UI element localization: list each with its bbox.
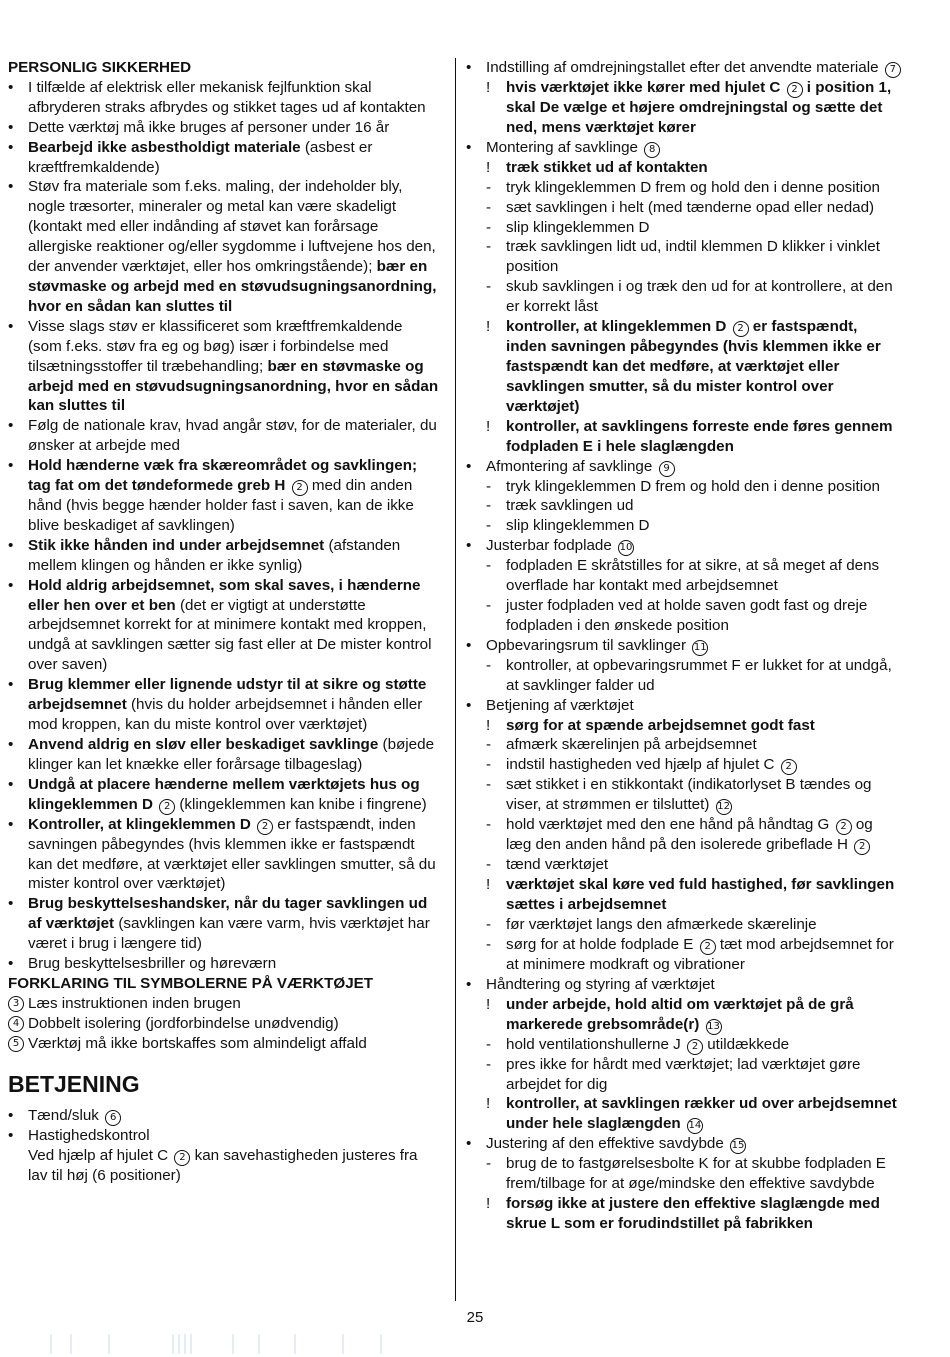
column-divider	[455, 58, 456, 1301]
figure-reference: 14	[687, 1118, 703, 1134]
list-marker: -	[486, 756, 492, 774]
warning-item	[466, 995, 902, 1035]
bold-text: værktøjet skal køre ved fuld hastighed, før savklingen sættes i arbejdsemnet	[506, 876, 895, 914]
print-mark	[178, 1334, 180, 1354]
figure-reference: 2	[174, 1150, 190, 1166]
list-item	[8, 576, 440, 676]
print-mark	[108, 1334, 110, 1354]
list-marker: -	[486, 278, 492, 296]
text: (hvis du holder arbejdsemnet i hånden eller mod kroppen, kan du miste kontrol over værktøjet)	[28, 696, 423, 733]
step-item	[466, 735, 902, 755]
step-item	[466, 237, 902, 277]
list-marker: •	[466, 457, 472, 475]
text: fodpladen E skråtstilles for at sikre, at så meget af dens overflade har kontakt med arbejdsemnet	[506, 557, 880, 595]
text: med din anden hånd (hvis begge hænder holder fast i saven, kan de ikke blive beskadiget af savklingen)	[28, 477, 414, 534]
text: (klingeklemmen kan knibe i fingrene)	[175, 795, 427, 813]
text: afmærk skærelinjen på arbejdsemnet	[506, 736, 757, 754]
text: kontroller, at opbevaringsrummet F er lukket for at undgå, at savklinger falder ud	[506, 656, 892, 694]
print-mark	[190, 1334, 192, 1354]
bold-text: under arbejde, hold altid om værktøjet på de grå markerede grebsområde(r)	[506, 995, 854, 1033]
text: sæt savklingen i helt (med tænderne opad eller nedad)	[506, 198, 875, 216]
figure-reference: 2	[257, 819, 273, 835]
figure-reference: 2	[854, 839, 870, 855]
figure-reference: 2	[687, 1039, 703, 1055]
page-number: 25	[466, 1309, 484, 1326]
list-marker: •	[466, 1135, 472, 1153]
list-marker: •	[8, 317, 14, 335]
list-marker: •	[8, 457, 14, 475]
figure-reference: 2	[836, 819, 852, 835]
bold-text: Undgå at placere hænderne mellem værktøjets hus og klingeklemmen D	[28, 775, 420, 813]
list-marker: -	[486, 1155, 492, 1173]
bold-text: bær en støvmaske og arbejd med en støvudsugningsanordning, hvor en sådan kan sluttes til	[28, 357, 439, 415]
bold-text: forsøg ikke at justere den effektive slaglængde med skrue L som er forudindstillet på fabrikken	[506, 1195, 880, 1233]
list-marker: •	[8, 78, 14, 96]
warning-item	[466, 158, 902, 178]
list-item	[8, 177, 440, 316]
instruction-list	[466, 58, 902, 1234]
figure-reference: 2	[292, 480, 308, 496]
list-item	[8, 1106, 440, 1126]
text: pres ikke for hårdt med værktøjet; lad værktøjet gøre arbejdet for dig	[506, 1055, 861, 1093]
list-marker: -	[486, 916, 492, 933]
text: (savklingen kan være varm, hvis værktøjet har været i brug i længere tid)	[28, 915, 430, 953]
figure-reference: 9	[659, 461, 675, 477]
figure-reference: 2	[159, 799, 175, 815]
list-item	[466, 696, 902, 716]
operation-list	[8, 1106, 440, 1146]
warning-item	[466, 78, 902, 138]
list-marker: -	[486, 1035, 492, 1053]
symbols-heading: FORKLARING TIL SYMBOLERNE PÅ VÆRKTØJET	[8, 974, 374, 992]
text: I tilfælde af elektrisk eller mekanisk fejlfunktion skal afbryderen straks afbrydes og stikket tages ud af kontakten	[28, 78, 426, 116]
print-mark	[294, 1334, 296, 1354]
list-item	[8, 894, 440, 954]
step-item	[466, 1035, 902, 1055]
list-marker: •	[466, 59, 472, 76]
text: Følg de nationale krav, hvad angår støv, for de materialer, du ønsker at arbejde med	[28, 417, 437, 455]
print-mark	[50, 1334, 52, 1354]
safety-list	[8, 78, 440, 974]
list-marker: •	[466, 696, 472, 714]
list-item	[8, 815, 440, 895]
step-item	[466, 815, 902, 855]
list-marker: -	[486, 935, 492, 953]
operation-heading: BETJENING	[8, 1070, 140, 1097]
text: utildækkede	[703, 1035, 790, 1053]
figure-reference: 12	[716, 799, 732, 815]
bold-text: sørg for at spænde arbejdsemnet godt fast	[506, 716, 815, 734]
text: Betjening af værktøjet	[486, 696, 634, 714]
list-marker: !	[486, 79, 491, 96]
text: hold ventilationshullerne J	[506, 1035, 681, 1053]
left-column	[8, 58, 440, 1185]
text: før værktøjet langs den afmærkede skærelinje	[506, 916, 817, 933]
text: skub savklingen i og træk den ud for at kontrollere, at den er korrekt låst	[506, 278, 893, 316]
list-marker: -	[486, 238, 492, 256]
text: hold værktøjet med den ene hånd på håndtag G	[506, 816, 830, 834]
list-item	[8, 317, 440, 417]
bold-text: i position 1, skal De vælge et højere omdrejningstal og sætte det ned, mens værktøjet kører	[506, 79, 892, 136]
text: tænd værktøjet	[506, 856, 609, 874]
list-marker: !	[486, 1095, 491, 1113]
print-mark	[380, 1334, 382, 1354]
text: kan savehastigheden justeres fra lav til høj (6 positioner)	[28, 1146, 418, 1184]
step-item	[466, 775, 902, 815]
figure-reference: 11	[692, 640, 708, 656]
list-marker: •	[8, 576, 14, 594]
symbol-text: Læs instruktionen inden brugen	[28, 994, 241, 1012]
bold-text: Brug beskyttelseshandsker, når du tager savklingen ud af værktøjet	[28, 895, 428, 933]
text: Hastighedskontrol	[28, 1126, 150, 1144]
figure-reference: 7	[885, 62, 901, 78]
list-item	[8, 954, 440, 974]
list-marker: •	[466, 537, 472, 555]
list-item	[8, 138, 440, 178]
list-marker: •	[8, 735, 14, 753]
step-item	[466, 178, 902, 198]
text: Ved hjælp af hjulet C	[28, 1146, 169, 1164]
figure-reference: 10	[618, 540, 634, 556]
bold-text: Brug klemmer eller lignende udstyr til at sikre og støtte arbejdsemnet	[28, 676, 427, 714]
text: træk savklingen ud	[506, 497, 634, 515]
list-item	[8, 735, 440, 775]
list-item	[8, 456, 440, 536]
list-marker: -	[486, 776, 492, 794]
step-item	[466, 915, 902, 935]
bold-text: Kontroller, at klingeklemmen D	[28, 815, 251, 833]
list-marker: -	[486, 856, 492, 874]
list-marker: •	[8, 775, 14, 793]
symbol-item	[8, 1014, 440, 1034]
text: slip klingeklemmen D	[506, 517, 650, 535]
bold-text: bær en støvmaske og arbejd med en støvudsugningsanordning, hvor en sådan kan sluttes til	[28, 258, 437, 315]
list-marker: •	[466, 138, 472, 156]
list-marker: !	[486, 158, 491, 176]
bold-text: Stik ikke hånden ind under arbejdsemnet	[28, 536, 325, 554]
list-marker: •	[8, 1106, 14, 1124]
list-marker: -	[486, 497, 492, 515]
step-item	[466, 277, 902, 317]
text: (det er vigtigt at understøtte arbejdsemnet korrekt for at minimere kontakt med kroppen, undgå at savklingen sætter sig fast eller at De mister kontrol over saven)	[28, 596, 432, 674]
list-marker: •	[8, 895, 14, 913]
personal-safety-heading: PERSONLIG SIKKERHED	[8, 59, 192, 76]
text: tryk klingeklemmen D frem og hold den i denne position	[506, 477, 880, 495]
step-item	[466, 477, 902, 497]
step-item	[466, 855, 902, 875]
step-item	[466, 596, 902, 636]
list-item	[8, 1126, 440, 1146]
bold-text: hvis værktøjet ikke kører med hjulet C	[506, 79, 781, 96]
list-marker: •	[8, 417, 14, 435]
list-marker: -	[486, 517, 492, 535]
text: træk savklingen lidt ud, indtil klemmen D klikker i vinklet position	[506, 238, 880, 276]
figure-reference: 6	[105, 1110, 121, 1126]
text: indstil hastigheden ved hjælp af hjulet C	[506, 756, 775, 774]
figure-reference: 2	[700, 939, 716, 955]
list-marker: -	[486, 178, 492, 196]
warning-item	[466, 716, 902, 736]
list-marker: !	[486, 417, 491, 435]
symbol-number: 3	[8, 996, 24, 1012]
list-marker: -	[486, 198, 492, 216]
text: (asbest er kræftfremkaldende)	[28, 138, 373, 176]
step-item	[466, 656, 902, 696]
figure-reference: 13	[706, 1019, 722, 1035]
warning-item	[466, 1094, 902, 1134]
text: Indstilling af omdrejningstallet efter det anvendte materiale	[486, 59, 879, 76]
step-item	[466, 755, 902, 775]
list-marker: -	[486, 597, 492, 615]
symbol-text: Værktøj må ikke bortskaffes som almindeligt affald	[28, 1034, 367, 1052]
list-marker: •	[8, 118, 14, 136]
symbol-item	[8, 994, 440, 1014]
list-item	[8, 675, 440, 735]
symbol-number: 4	[8, 1016, 24, 1032]
text: Brug beskyttelsesbriller og høreværn	[28, 955, 277, 973]
list-marker: •	[8, 815, 14, 833]
bold-text: Hold hænderne væk fra skæreområdet og savklingen; tag fat om det tøndeformede greb H	[28, 457, 418, 495]
figure-reference: 15	[730, 1138, 746, 1154]
symbols-list	[8, 994, 440, 1054]
list-item	[466, 58, 902, 78]
step-item	[466, 218, 902, 238]
step-item	[466, 198, 902, 218]
bold-text: kontroller, at savklingen rækker ud over arbejdsemnet under hele slaglængden	[506, 1095, 897, 1133]
print-mark	[342, 1334, 344, 1354]
text: brug de to fastgørelsesbolte K for at skubbe fodpladen E frem/tilbage for at øge/mindske den effektive savdybde	[506, 1155, 886, 1193]
list-item	[8, 775, 440, 815]
text: slip klingeklemmen D	[506, 218, 650, 236]
symbol-number: 5	[8, 1036, 24, 1052]
print-mark	[232, 1334, 234, 1354]
list-item	[8, 78, 440, 118]
list-item	[466, 975, 902, 995]
step-item	[466, 556, 902, 596]
print-mark	[172, 1334, 174, 1354]
list-marker: -	[486, 477, 492, 495]
list-marker: •	[8, 1126, 14, 1144]
list-marker: •	[8, 138, 14, 156]
list-marker: •	[8, 676, 14, 694]
step-item	[466, 1154, 902, 1194]
print-marks	[0, 1334, 950, 1354]
bold-text: kontroller, at klingeklemmen D	[506, 318, 727, 336]
step-item	[466, 516, 902, 536]
list-marker: -	[486, 736, 492, 754]
text: Støv fra materiale som f.eks. maling, der indeholder bly, nogle træsorter, mineraler og metal kan være skadeligt (kontakt med eller indånding af støvet kan forårsage allergiske reaktioner og/eller sygdomme i luftvejene hos den, der anvender værktøjet, eller hos omkringstående);	[28, 178, 436, 276]
figure-reference: 2	[733, 321, 749, 337]
text: sæt stikket i en stikkontakt (indikatorlyset B tændes og viser, at strømmen er tilsluttet)	[506, 776, 872, 814]
list-marker: -	[486, 816, 492, 834]
list-item	[8, 416, 440, 456]
right-column	[466, 58, 902, 1234]
warning-item	[466, 1194, 902, 1234]
text: tæt mod arbejdsemnet for at minimere modkraft og vibrationer	[506, 935, 894, 973]
symbol-text: Dobbelt isolering (jordforbindelse unødvendig)	[28, 1014, 339, 1032]
list-marker: !	[486, 995, 491, 1013]
text: tryk klingeklemmen D frem og hold den i denne position	[506, 178, 880, 196]
list-marker: •	[8, 178, 14, 196]
text: Visse slags støv er klassificeret som kræftfremkaldende (som f.eks. støv fra eg og bøg) især i forbindelse med tilsætningsstoffer til træbehandling;	[28, 317, 403, 375]
text: Afmontering af savklinge	[486, 457, 653, 475]
list-marker: !	[486, 318, 491, 336]
text: juster fodpladen ved at holde saven godt fast og dreje fodpladen i den ønskede position	[506, 597, 868, 634]
list-item	[8, 536, 440, 576]
figure-reference: 8	[644, 142, 660, 158]
text: Dette værktøj må ikke bruges af personer under 16 år	[28, 118, 390, 136]
warning-item	[466, 875, 902, 915]
text: Justerbar fodplade	[486, 537, 612, 555]
list-marker: -	[486, 218, 492, 236]
figure-reference: 2	[787, 82, 803, 98]
list-marker: -	[486, 1055, 492, 1073]
print-mark	[258, 1334, 260, 1354]
list-marker: -	[486, 557, 492, 575]
list-item	[466, 1134, 902, 1154]
text: Justering af den effektive savdybde	[486, 1135, 724, 1153]
text: (bøjede klinger kan let knække eller forårsage tilbageslag)	[28, 735, 435, 773]
figure-reference: 2	[781, 759, 797, 775]
bold-text: Hold aldrig arbejdsemnet, som skal saves, i hænderne eller hen over et ben	[28, 576, 421, 614]
speed-control-text	[8, 1146, 440, 1186]
list-item	[466, 636, 902, 656]
bold-text: Bearbejd ikke asbestholdigt materiale	[28, 138, 301, 156]
list-item	[466, 457, 902, 477]
list-marker: -	[486, 656, 492, 674]
step-item	[466, 496, 902, 516]
list-marker: !	[486, 716, 491, 734]
step-item	[466, 935, 902, 975]
list-marker: •	[8, 536, 14, 554]
warning-item	[466, 417, 902, 457]
bold-text: Anvend aldrig en sløv eller beskadiget savklinge	[28, 735, 379, 753]
step-item	[466, 1055, 902, 1095]
list-marker: •	[8, 955, 14, 973]
text: Tænd/sluk	[28, 1106, 99, 1124]
list-marker: !	[486, 876, 491, 894]
print-mark	[184, 1334, 186, 1354]
list-item	[466, 536, 902, 556]
text: sørg for at holde fodplade E	[506, 935, 694, 953]
print-mark	[70, 1334, 72, 1354]
list-marker: •	[466, 636, 472, 654]
text: er fastspændt, inden savningen påbegyndes (hvis klemmen ikke er fastspændt kan det medføre, at værktøjet eller savklingen smutter, så du mister kontrol over værktøjet)	[28, 815, 436, 893]
list-item	[466, 138, 902, 158]
text: Håndtering og styring af værktøjet	[486, 975, 715, 993]
symbol-item	[8, 1034, 440, 1054]
warning-item	[466, 317, 902, 417]
list-marker: !	[486, 1195, 491, 1213]
bold-text: kontroller, at savklingens forreste ende føres gennem fodpladen E i hele slaglængden	[506, 417, 893, 455]
text: og læg den anden hånd på den isolerede gribeflade H	[506, 816, 873, 854]
text: Montering af savklinge	[486, 138, 638, 156]
text: (afstanden mellem klingen og hånden er ikke synlig)	[28, 536, 401, 574]
list-item	[8, 118, 440, 138]
text: Opbevaringsrum til savklinger	[486, 636, 687, 654]
list-marker: •	[466, 975, 472, 993]
bold-text: er fastspændt, inden savningen påbegyndes (hvis klemmen ikke er fastspændt kan det medføre, at værktøjet eller savklingen smutter, så du mister kontrol over værktøjet)	[506, 318, 881, 415]
bold-text: træk stikket ud af kontakten	[506, 158, 708, 176]
